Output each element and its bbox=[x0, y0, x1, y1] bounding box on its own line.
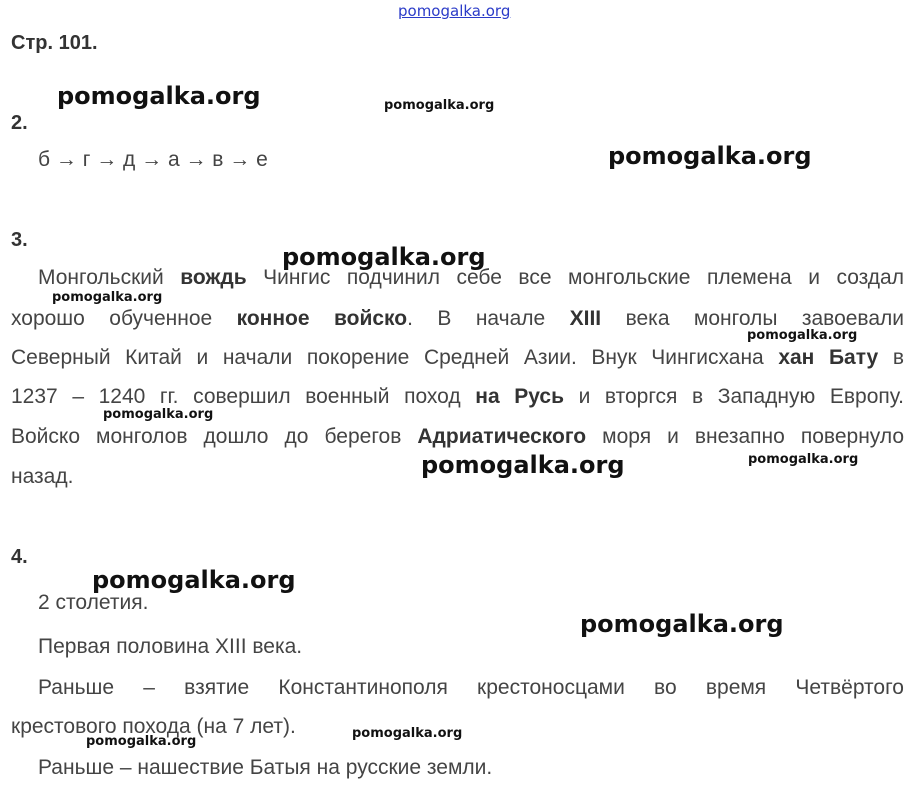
task-3-line-1: Монгольский вождь Чингис подчинил себе все монгольские племена и создал bbox=[38, 266, 904, 289]
watermark: pomogalka.org bbox=[92, 566, 296, 594]
watermark: pomogalka.org bbox=[352, 726, 463, 741]
task-3-number: 3. bbox=[11, 229, 28, 251]
watermark: pomogalka.org bbox=[421, 451, 625, 479]
task-3-line-4: 1237 – 1240 гг. совершил военный поход на Русь и вторгся в Западную Европу. bbox=[11, 385, 904, 408]
watermark: pomogalka.org bbox=[608, 142, 812, 170]
watermark: pomogalka.org bbox=[57, 82, 261, 110]
task-4-answer-3-line-1: Раньше – взятие Константинополя крестоносцами во время Четвёртого bbox=[38, 676, 904, 699]
task-3-line-3: Северный Китай и начали покорение Средней Азии. Внук Чингисхана хан Бату в bbox=[11, 346, 904, 369]
task-2-sequence: б → г → д → а → в → е bbox=[38, 148, 268, 171]
task-4-answer-1: 2 столетия. bbox=[38, 591, 149, 614]
task-2-number: 2. bbox=[11, 112, 28, 134]
watermark: pomogalka.org bbox=[747, 328, 858, 343]
task-4-answer-4: Раньше – нашествие Батыя на русские земли. bbox=[38, 756, 493, 779]
watermark: pomogalka.org bbox=[580, 610, 784, 638]
watermark: pomogalka.org bbox=[103, 407, 214, 422]
task-4-answer-3-line-2: крестового похода (на 7 лет). bbox=[11, 715, 296, 738]
watermark: pomogalka.org bbox=[52, 290, 163, 305]
watermark: pomogalka.org bbox=[748, 452, 859, 467]
task-3-line-2: хорошо обученное конное войско. В начале XIII века монголы завоевали bbox=[11, 307, 905, 330]
page-label: Стр. 101. bbox=[11, 32, 98, 54]
watermark: pomogalka.org bbox=[384, 98, 495, 113]
task-3-line-5: Войско монголов дошло до берегов Адриатического моря и внезапно повернуло bbox=[11, 425, 904, 448]
task-4-number: 4. bbox=[11, 546, 28, 568]
watermark: pomogalka.org bbox=[282, 243, 486, 271]
task-4-answer-2: Первая половина XIII века. bbox=[38, 635, 303, 658]
task-3-line-6: назад. bbox=[11, 465, 74, 488]
watermark-top-link[interactable]: pomogalka.org bbox=[398, 2, 511, 20]
watermark: pomogalka.org bbox=[86, 734, 197, 749]
